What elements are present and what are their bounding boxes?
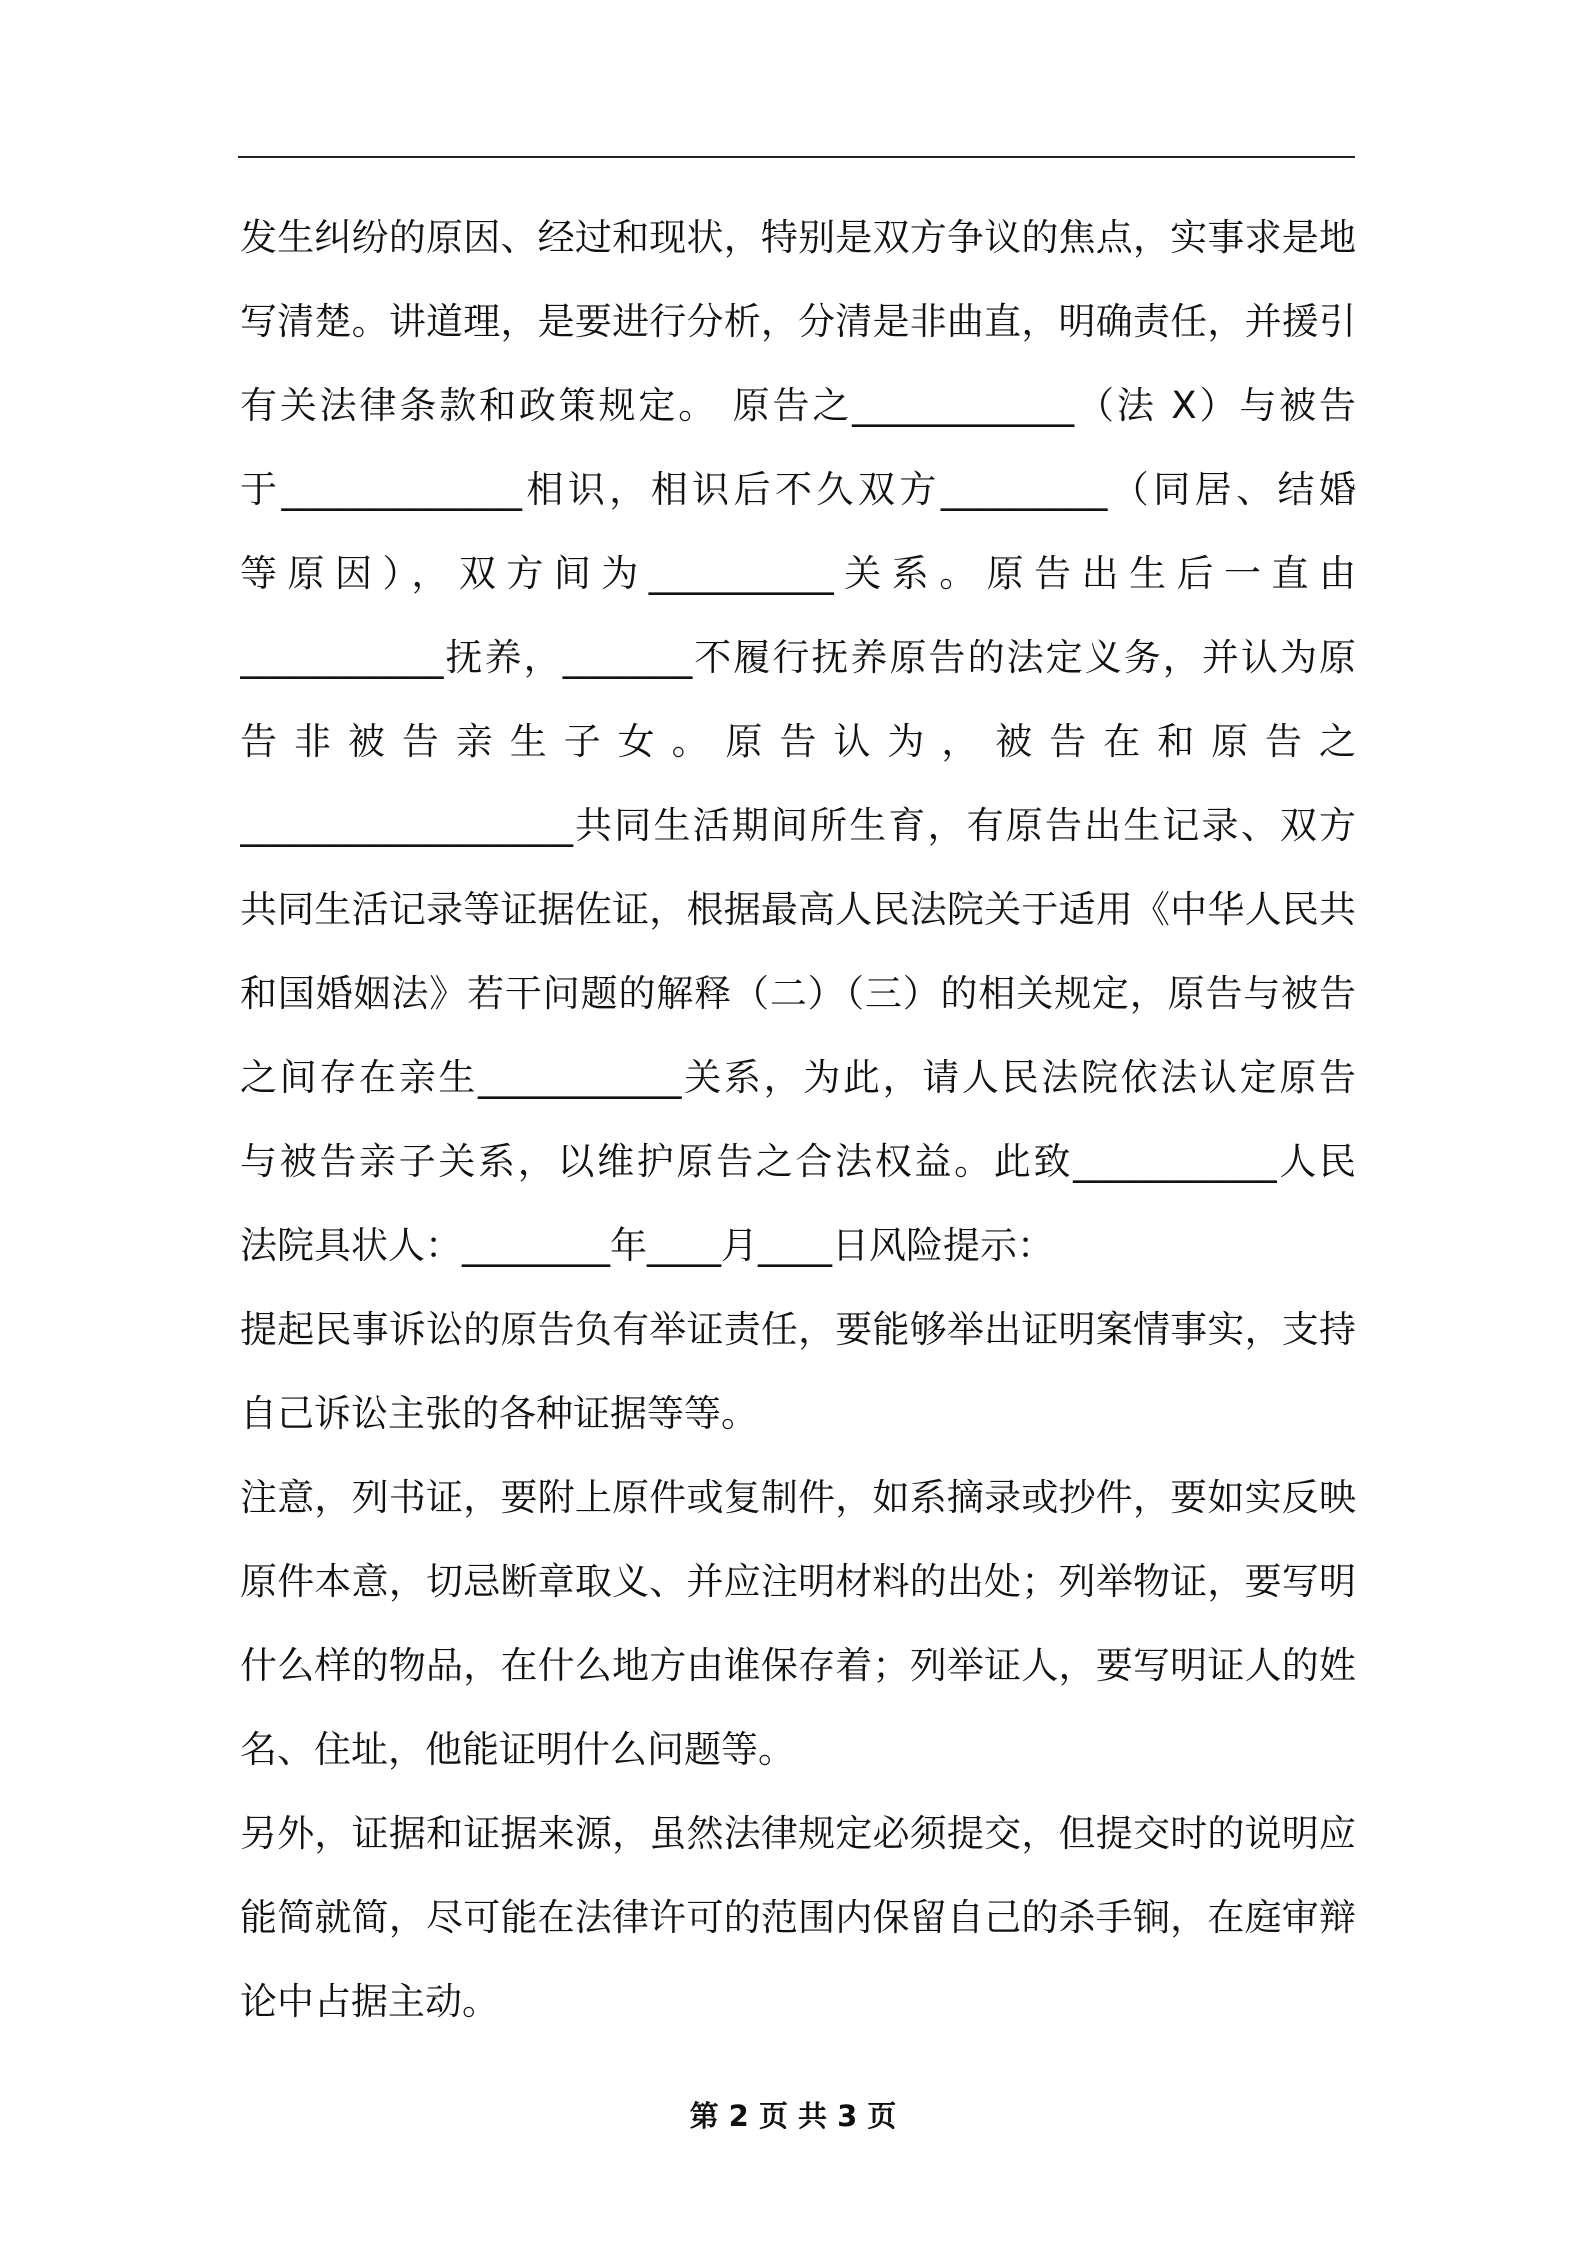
text-line: 提起民事诉讼的原告负有举证责任，要能够举出证明案情事实，支持 bbox=[240, 1308, 1356, 1351]
text-line: 法院具状人：________年____月____日风险提示： bbox=[240, 1224, 1054, 1267]
document-body bbox=[240, 196, 1356, 2044]
text-line: 名、住址，他能证明什么问题等。 bbox=[240, 1728, 795, 1771]
text-line: 之间存在亲生___________关系，为此，请人民法院依法认定原告 bbox=[240, 1056, 1356, 1099]
text-line: 注意，列书证，要附上原件或复制件，如系摘录或抄件，要如实反映 bbox=[240, 1476, 1356, 1519]
text-line: 什么样的物品，在什么地方由谁保存着；列举证人，要写明证人的姓 bbox=[240, 1644, 1356, 1687]
page-footer: 第 2 页 共 3 页 bbox=[689, 2099, 897, 2133]
text-line: 另外，证据和证据来源，虽然法律规定必须提交，但提交时的说明应 bbox=[240, 1812, 1356, 1855]
header-divider bbox=[238, 156, 1355, 158]
text-line: ___________抚养，_______不履行抚养原告的法定义务，并认为原 bbox=[240, 636, 1356, 679]
text-line: 发生纠纷的原因、经过和现状，特别是双方争议的焦点，实事求是地 bbox=[240, 216, 1356, 259]
text-line: 共同生活记录等证据佐证，根据最高人民法院关于适用《中华人民共 bbox=[240, 888, 1356, 931]
text-line: 能简就简，尽可能在法律许可的范围内保留自己的杀手锏，在庭审辩 bbox=[240, 1896, 1356, 1939]
text-line: 原件本意，切忌断章取义、并应注明材料的出处；列举物证，要写明 bbox=[240, 1560, 1356, 1603]
text-line: 和国婚姻法》若干问题的解释（二）（三）的相关规定，原告与被告 bbox=[240, 972, 1356, 1015]
text-line: 等原因），双方间为__________关系。原告出生后一直由 bbox=[240, 552, 1356, 595]
text-line: 有关法律条款和政策规定。 原告之____________（法 X）与被告 bbox=[240, 384, 1356, 427]
text-line: 与被告亲子关系，以维护原告之合法权益。此致___________人民 bbox=[240, 1140, 1356, 1183]
text-line: 于_____________相识，相识后不久双方_________（同居、结婚 bbox=[240, 468, 1356, 511]
text-line: __________________共同生活期间所生育，有原告出生记录、双方 bbox=[240, 804, 1356, 847]
text-line: 论中占据主动。 bbox=[240, 1980, 499, 2023]
text-line: 写清楚。讲道理，是要进行分析，分清是非曲直，明确责任，并援引 bbox=[240, 300, 1356, 343]
text-line: 告非被告亲生子女。原告认为，被告在和原告之 bbox=[240, 720, 1356, 763]
text-line: 自己诉讼主张的各种证据等等。 bbox=[240, 1392, 758, 1435]
